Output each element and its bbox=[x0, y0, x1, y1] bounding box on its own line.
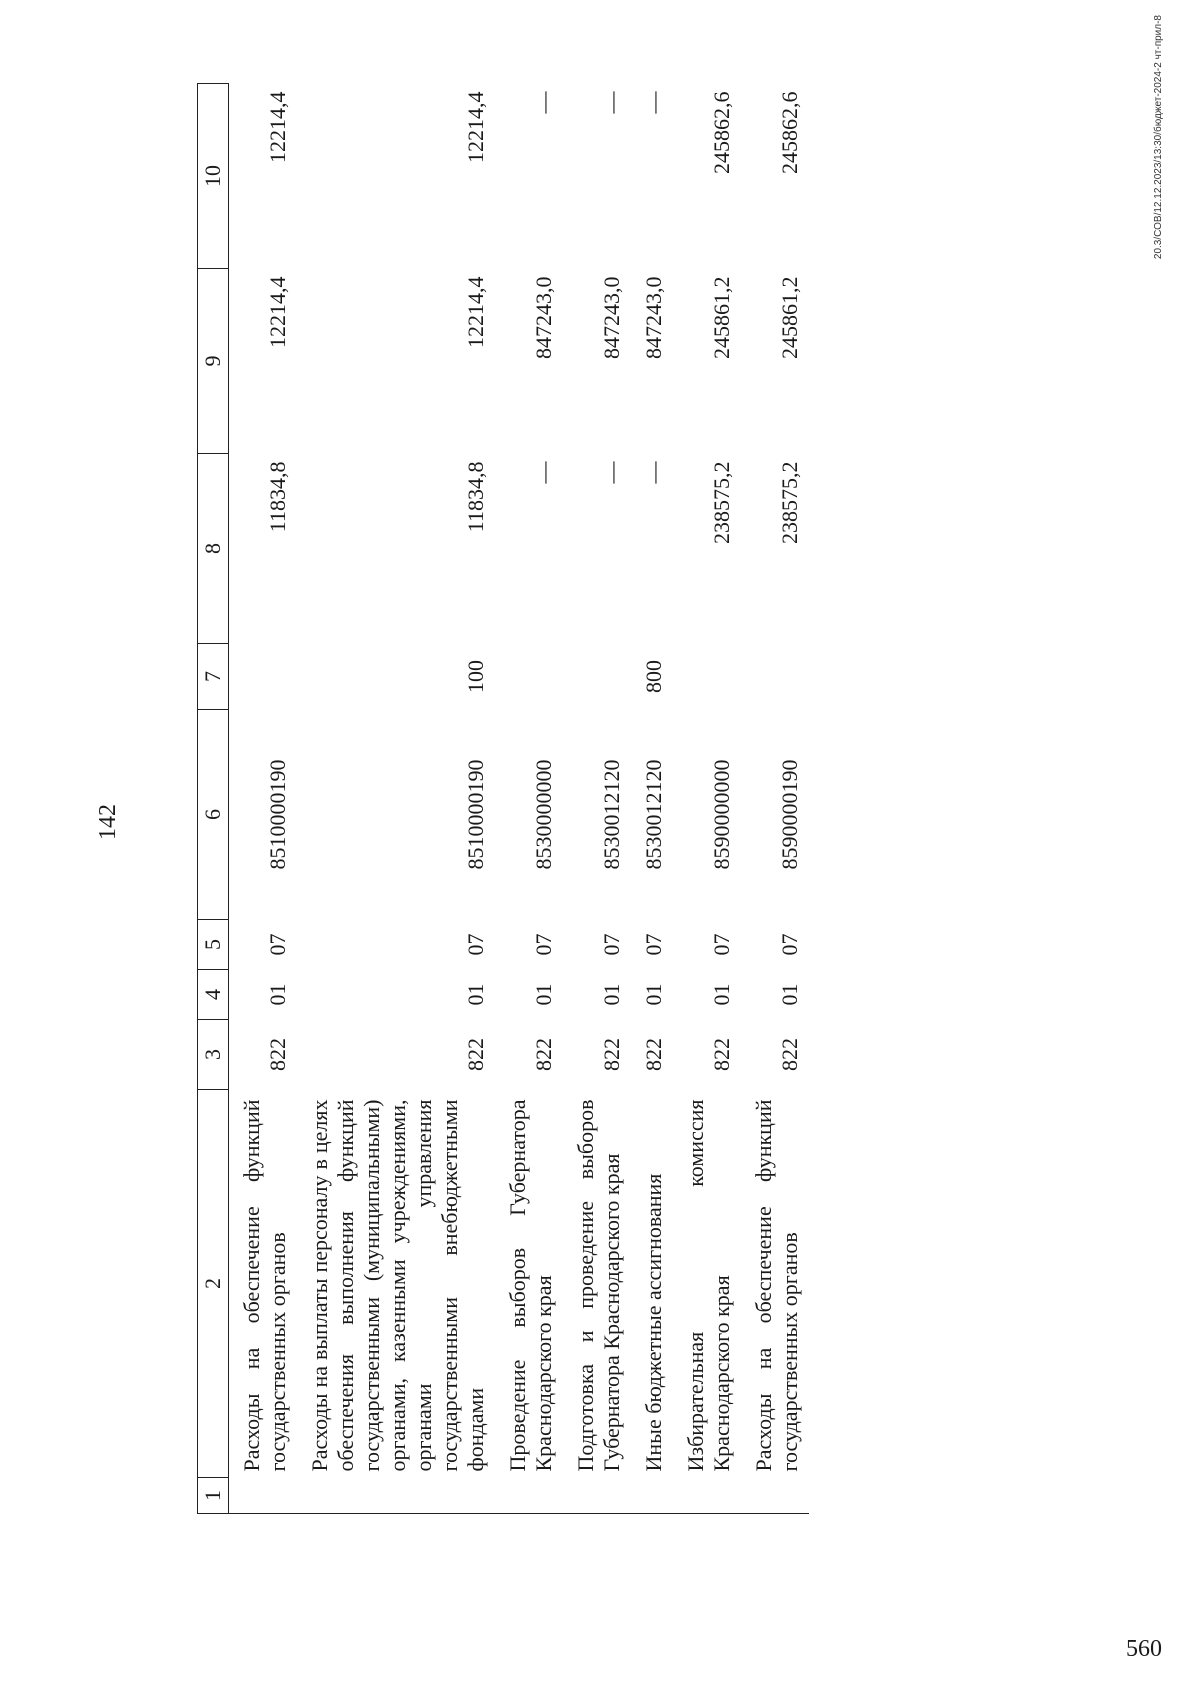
page-number: 142 bbox=[95, 804, 121, 840]
cell-c10: 12214,4 bbox=[265, 91, 290, 163]
header-col-3: 3 bbox=[198, 1020, 229, 1090]
cell-c10: — bbox=[641, 91, 666, 114]
cell-c9: 12214,4 bbox=[265, 276, 290, 348]
side-page-number: 560 bbox=[1126, 1636, 1162, 1662]
row-name: Проведение выборов Губернатора Краснодарского края bbox=[505, 1099, 556, 1472]
cell-c7: 100 bbox=[463, 660, 488, 693]
cell-c6: 8510000190 bbox=[265, 759, 290, 870]
cell-c3: 822 bbox=[531, 1038, 556, 1071]
row-name: Расходы на обеспечение функций государственных органов bbox=[239, 1099, 290, 1472]
cell-c6: 8590000000 bbox=[709, 759, 734, 870]
cell-c9: 245861,2 bbox=[709, 276, 734, 359]
header-col-6: 6 bbox=[198, 710, 229, 920]
cell-c4: 01 bbox=[599, 983, 624, 1006]
rotated-page bbox=[25, 0, 1175, 1595]
cell-c3: 822 bbox=[641, 1038, 666, 1071]
table-row bbox=[673, 84, 741, 1514]
cell-c9: 12214,4 bbox=[463, 276, 488, 348]
row-name: Избирательная комиссия Краснодарского края bbox=[683, 1099, 734, 1472]
header-col-2: 2 bbox=[198, 1090, 229, 1478]
cell-c7: 800 bbox=[641, 660, 666, 693]
cell-c5: 07 bbox=[641, 933, 666, 956]
cell-c9: 847243,0 bbox=[641, 276, 666, 359]
cell-c6: 8590000190 bbox=[777, 759, 802, 870]
cell-c5: 07 bbox=[599, 933, 624, 956]
cell-c3: 822 bbox=[463, 1038, 488, 1071]
header-col-9: 9 bbox=[198, 269, 229, 454]
cell-c4: 01 bbox=[777, 983, 802, 1006]
header-col-1: 1 bbox=[198, 1478, 229, 1514]
cell-c8: 11834,8 bbox=[265, 461, 290, 533]
cell-c10: 12214,4 bbox=[463, 91, 488, 163]
cell-c6: 8510000190 bbox=[463, 759, 488, 870]
cell-c10: 245862,6 bbox=[777, 91, 802, 174]
cell-c3: 822 bbox=[709, 1038, 734, 1071]
header-col-7: 7 bbox=[198, 644, 229, 710]
cell-c4: 01 bbox=[531, 983, 556, 1006]
row-name: Иные бюджетные ассигнования bbox=[641, 1173, 666, 1472]
table-row bbox=[229, 84, 298, 1514]
cell-c3: 822 bbox=[777, 1038, 802, 1071]
row-name: Расходы на обеспечение функций государственных органов bbox=[751, 1099, 802, 1472]
table-row bbox=[563, 84, 631, 1514]
cell-c10: — bbox=[599, 91, 624, 114]
cell-c4: 01 bbox=[709, 983, 734, 1006]
cell-c4: 01 bbox=[463, 983, 488, 1006]
cell-c9: 245861,2 bbox=[777, 276, 802, 359]
cell-c4: 01 bbox=[641, 983, 666, 1006]
cell-c7 bbox=[229, 644, 298, 710]
cell-c8: 238575,2 bbox=[777, 461, 802, 544]
cell-c4: 01 bbox=[265, 983, 290, 1006]
cell-c8: 238575,2 bbox=[709, 461, 734, 544]
cell-c5: 07 bbox=[777, 933, 802, 956]
cell-c6: 8530012120 bbox=[599, 759, 624, 870]
cell-c5: 07 bbox=[265, 933, 290, 956]
table-row bbox=[631, 84, 673, 1514]
cell-c8: — bbox=[641, 461, 666, 484]
cell-c7 bbox=[741, 644, 809, 710]
cell-c8: — bbox=[599, 461, 624, 484]
cell-c5: 07 bbox=[463, 933, 488, 956]
cell-c5: 07 bbox=[531, 933, 556, 956]
header-col-4: 4 bbox=[198, 970, 229, 1020]
cell-c10: 245862,6 bbox=[709, 91, 734, 174]
row-name: Подготовка и проведение выборов Губернатора Краснодарского края bbox=[573, 1099, 624, 1472]
header-col-5: 5 bbox=[198, 920, 229, 970]
table-row bbox=[741, 84, 809, 1514]
cell-c10: — bbox=[531, 91, 556, 114]
cell-c9: 847243,0 bbox=[599, 276, 624, 359]
cell-c8: 11834,8 bbox=[463, 461, 488, 533]
header-col-8: 8 bbox=[198, 454, 229, 644]
cell-c8: — bbox=[531, 461, 556, 484]
document-footer: 20.3/СОВ/12.12.2023/13:30/бюджет-2024-2 чт-прил-8 bbox=[1153, 15, 1164, 260]
cell-c6: 8530012120 bbox=[641, 759, 666, 870]
header-col-10: 10 bbox=[198, 84, 229, 269]
table-row bbox=[297, 84, 495, 1514]
cell-c7 bbox=[495, 644, 563, 710]
table-row bbox=[495, 84, 563, 1514]
cell-c3: 822 bbox=[599, 1038, 624, 1071]
cell-c6: 8530000000 bbox=[531, 759, 556, 870]
cell-c5: 07 bbox=[709, 933, 734, 956]
cell-c7 bbox=[563, 644, 631, 710]
header-row bbox=[198, 84, 229, 1514]
cell-c7 bbox=[673, 644, 741, 710]
budget-table bbox=[197, 83, 809, 1514]
cell-c3: 822 bbox=[265, 1038, 290, 1071]
row-name: Расходы на выплаты персоналу в целях обеспечения выполнения функций государственными (муниципальными) органами, казенными учреждениями, органами управления государственными внебюджетными фондами bbox=[307, 1099, 488, 1472]
cell-c9: 847243,0 bbox=[531, 276, 556, 359]
